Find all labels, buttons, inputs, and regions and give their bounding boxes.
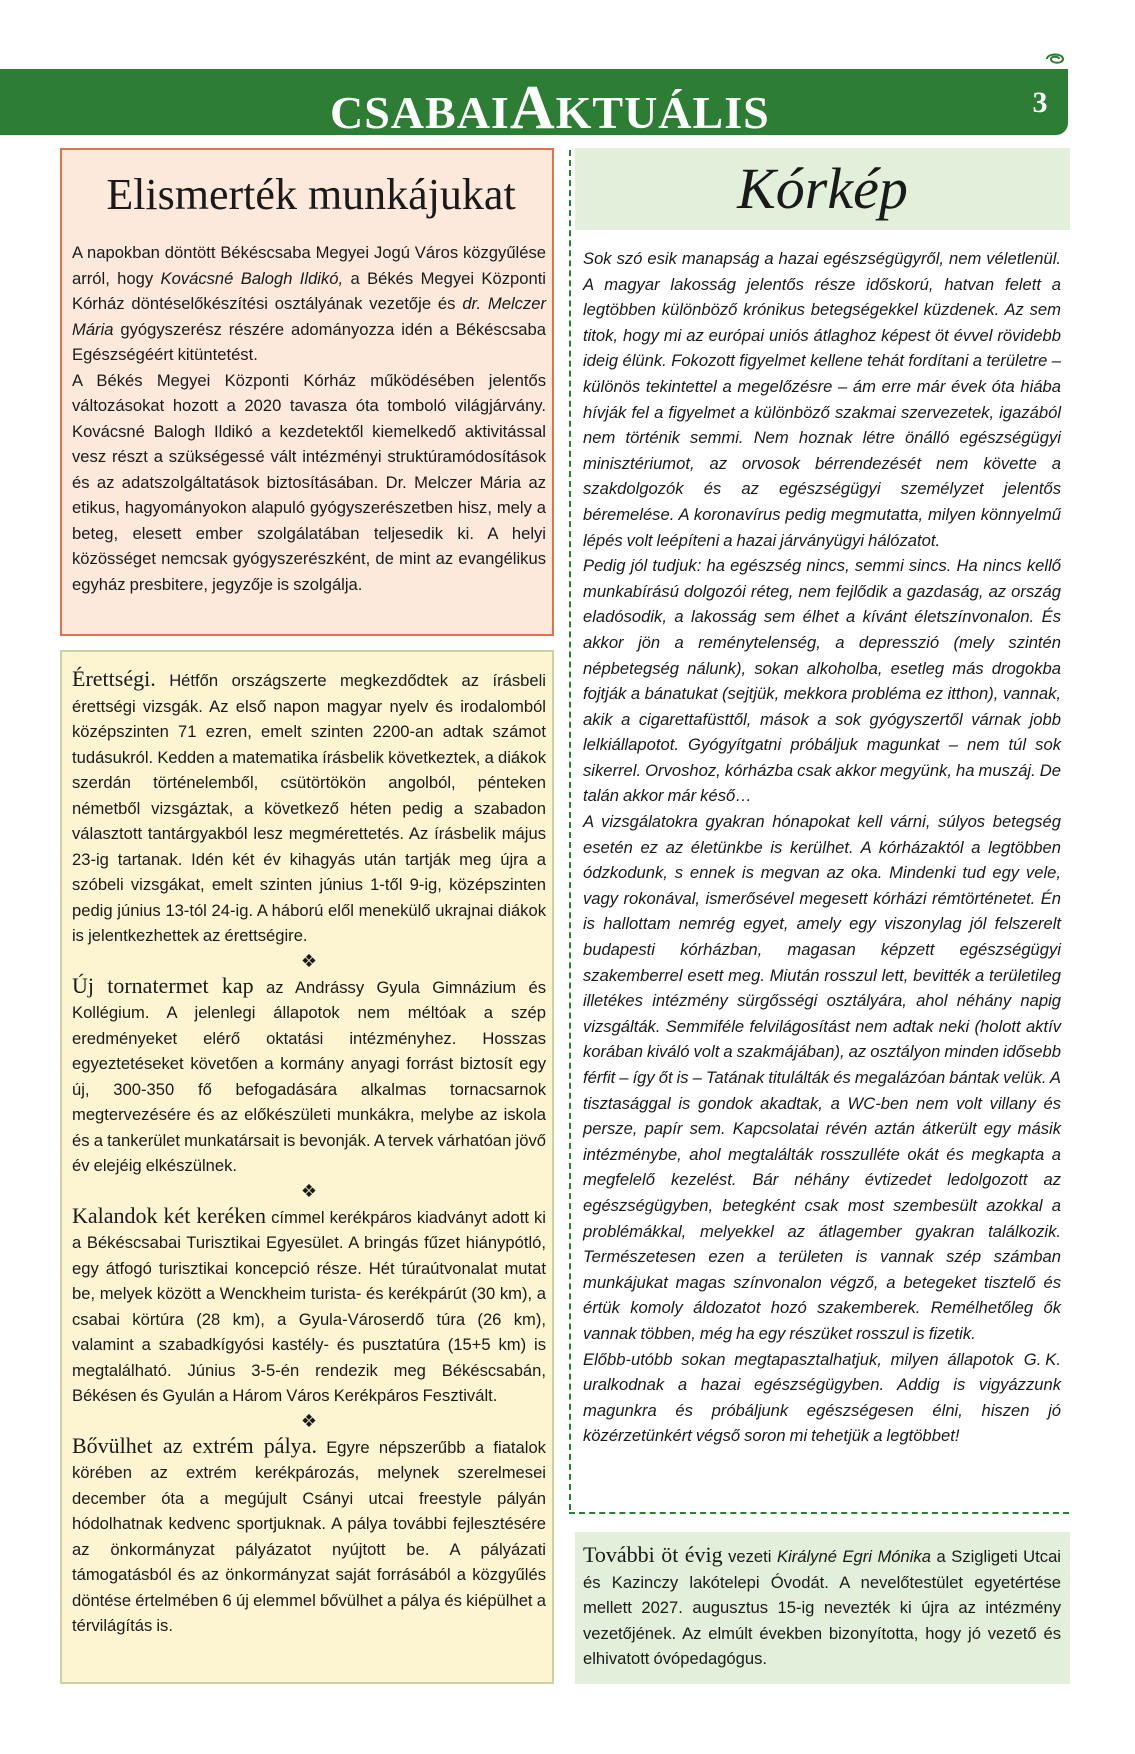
news-lead: További öt évig: [583, 1542, 723, 1567]
news-item: [72, 666, 546, 949]
person-name: Kovácsné Balogh Ildikó,: [160, 268, 344, 288]
article-body: [72, 240, 546, 597]
text-span: gyógyszerész részére adományozza idén a Békéscsaba Egészségéért kitüntetést.: [72, 319, 546, 364]
text-span: vezeti: [722, 1547, 777, 1566]
article-body: [583, 1542, 1061, 1672]
korkep-paragraph: Pedig jól tudjuk: ha egészség nincs, semmi sincs. Ha nincs kellő munkabírású dolgozói réteg, nem fejlődik a gazdaság, az ország eladósodik, a lakosság sem élhet a kívánt életszínvonalon. És akkor jön a reménytelenség, a depresszió (mely szintén népbetegség nálunk), sokan alkoholba, esetleg más drogokba fojtják a bánatukat (sejtjük, mekkora probléma ez itthon), vannak, akik a cigarettafüsttől, mások a sok gyógyszertől várnak jobb lelkiállapotot. Gyógyítgatni próbáljuk magunkat – nem túl sok sikerrel. Orvoshoz, kórházba csak akkor megyünk, ha muszáj. De talán akkor már késő…: [583, 556, 1061, 806]
korkep-signature: G. K.: [1023, 1349, 1061, 1369]
masthead-part1: CSABAI: [330, 87, 510, 138]
article-paragraph: A Békés Megyei Központi Kórház működésében jelentős változásokat hozott a 2020 tavasza óta tomboló világjárvány. Kovácsné Balogh Ildikó a kezdetektől kiemelkedő aktivitással vesz részt a szükségessé vált intézményi struktúramódosítások és az adatszolgáltatások biztosításában. Dr. Melczer Mária az etikus, hagyományokon alapuló gyógyszerészetben hisz, mely a beteg, elesett ember szolgálatában teljesedik ki. A helyi közösséget nemcsak gyógyszerészként, de mint az evangélikus egyház presbitere, jegyzője is szolgálja.: [72, 370, 546, 594]
news-lead: Kalandok két keréken: [72, 1202, 266, 1228]
person-name: dr. Melczer Mária: [72, 294, 546, 339]
news-item: [72, 1203, 546, 1409]
text-span: a Szigligeti Utcai és Kazinczy lakótelepi Óvodát. A nevelőtestület egyetértése mellett 2027. augusztus 15-ig nevezték ki újra az intézmény vezetőjének. Az elmúlt években bizonyította, hogy jó vezető és elhivatott óvópedagógus.: [583, 1547, 1061, 1669]
separator-ornament: ❖: [300, 1410, 318, 1431]
text-span: a Békés Megyei Központi Kórház döntéselőkészítési osztályának vezetője és: [72, 268, 546, 313]
news-box: [60, 650, 554, 1684]
korkep-header: [575, 148, 1070, 230]
page-number: 3: [1032, 86, 1048, 119]
news-item: [72, 973, 546, 1179]
korkep-title: Kórkép: [737, 156, 908, 221]
news-lead: Bővülhet az extrém pálya.: [72, 1432, 317, 1458]
person-name: Királyné Egri Mónika: [776, 1547, 931, 1566]
text-span: Előbb-utóbb sokan megtapasztalhatjuk, milyen állapotok uralkodnak a hazai egészségügyben. Addig is vigyázzunk magunkra és próbáljunk egészségesen élni, hiszen jó közérzetünkért végső soron mi tehetjük a legtöbbet!: [583, 1349, 1061, 1446]
article-elismertek: [60, 148, 554, 636]
news-lead: Érettségi.: [72, 666, 156, 691]
article-title: Elismerték munkájukat: [106, 170, 516, 219]
masthead-part2: A: [509, 74, 556, 142]
news-text: Hétfőn országszerte megkezdődtek az írásbeli érettségi vizsgák. Az első napon magyar nyelv és irodalomból középszinten 71 ezren, emelt szinten 2200-an adtak számot tudásukról. Kedden a matematika írásbelik következtek, a diákok szerdán történelemből, csütörtökön angolból, pénteken németből vizsgáztak, a következő héten pedig a szabadon választott tantárgyakból lesz megmérettetés. Az írásbelik május 23-ig tartanak. Idén két év kihagyás után tartják meg újra a szóbeli vizsgákat, emelt szinten június 1-től 9-ig, középszinten pedig június 13-tól 24-ig. A háború elől menekülő ukrajnai diákok is jelentkezhettek az érettségire.: [72, 671, 546, 945]
news-body: [72, 666, 546, 1639]
separator-ornament: ❖: [300, 950, 318, 971]
news-text: Egyre népszerűbb a fiatalok körében az extrém kerékpározás, melynek szerelmesei december óta a megújult Csányi utcai freestyle pályán hódolhatnak kedvenc sportjuknak. A pálya további fejlesztésére az önkormányzat pályázatot nyújtott be. A pályázati támogatásból és az önkormányzat saját forrásából a közgyűlés döntése értelmében 6 új elemmel bővülhet a pálya és kiépülhet a térvilágítás is.: [72, 1437, 546, 1635]
news-text: az Andrássy Gyula Gimnázium és Kollégium. A jelenlegi állapotok nem méltóak a szép eredményeket elérő oktatási intézményhez. Hosszas egyeztetéseket követően a kormány anyagi forrást biztosít egy új, 300-350 fő befogadására alkalmas tornacsarnok megtervezésére és az előkészületi munkákra, melybe az iskola és a tankerület munkatársait is bevonják. A tervek várhatóan jövő év elejéig elkészülnek.: [72, 977, 546, 1175]
column-divider: [569, 150, 571, 1510]
korkep-paragraph: Sok szó esik manapság a hazai egészségügyről, nem véletlenül. A magyar lakosság jelentős része időskorú, hatvan felett a legtöbben különböző krónikus betegségekkel küzdenek. Az sem titok, hogy mi az európai uniós átlaghoz képest öt évvel rövidebb ideig élünk. Fokozott figyelmet kellene tehát fordítani a területre – különös tekintettel a megelőzésre – ám erre már évek óta hiába hívják fel a figyelmet a különböző szakmai szervezetek, igazából nem történik semmi. Nem hoznak létre önálló egészségügyi minisztériumot, az orvosok bérrendezését nem követte a szakdolgozók és az egészségügyi személyzet jelentős béremelése. A koronavírus pedig megmutatta, milyen könnyelmű lépés volt leépíteni a hazai járványügyi hálózatot.: [583, 249, 1061, 550]
korkep-paragraph: A vizsgálatokra gyakran hónapokat kell várni, súlyos betegség esetén ez az életünkbe is kerülhet. A kórházaktól a legtöbben ódzkodunk, s ennek is megvan az oka. Mindenki tud egy vele, vagy rokonával, ismerősével megesett kórházi rémtörténetet. Én is hallottam nemrég egyet, amely egy viszonylag jól felszerelt budapesti kórházban, magasan képzett egészségügyi szakemberrel esett meg. Miután rosszul lett, bevitték a területileg illetékes intézmény sürgősségi osztályára, ahol néhány napig vizsgálták. Semmiféle felvilágosítást nem adtak neki (holott aktív korában kiváló volt a szakmájában), az osztályon minden idősebb férfit – így őt is – Tatának titulálták és megalázóan bántak velük. A tisztasággal is gondok akadtak, a WC-ben nem volt villany és persze, papír sem. Kapcsolatai révén aztán átkerült egy másik intézménybe, ahol megtalálták rosszullétе okát és megkapta a megfelelő kezelést. Bár néhány évtizedet ledolgozott az egészségügyben, betegként csak most szembesült azokkal a problémákkal, melyekkel az átlagember gyakran találkozik. Természetesen ezen a területen is vannak szép számban munkájukat magas színvonalon végző, a betegeket tisztelő és értük komoly áldozatot hozó szakemberek. Remélhetőleg ők vannak többen, még ha egy részüket rosszul is fizetik.: [583, 812, 1061, 1343]
article-ovoda: [575, 1532, 1070, 1684]
news-lead: Új tornatermet kap: [72, 972, 254, 998]
article-paragraph: [583, 1542, 1061, 1672]
section-divider: [569, 1512, 1069, 1514]
news-item: [72, 1433, 546, 1639]
korkep-body: [583, 246, 1061, 1449]
news-text: címmel kerékpáros kiadványt adott ki a Békéscsabai Turisztikai Egyesület. A bringás fűzet hiánypótló, egy átfogó turisztikai koncepció része. Hét túraútvonalat mutat be, melyek között a Wenckheim turista- és kerékpárút (30 km), a csabai körtúra (28 km), a Gyula-Városerdő túra (26 km), valamint a szabadkígyósi kastély- és pusztatúra (15+5 km) is megtalálható. Június 3-5-én rendezik meg Békéscsabán, Békésen és Gyulán a Három Város Kerékpáros Fesztivált.: [72, 1207, 546, 1405]
text-span: A napokban döntött Békéscsaba Megyei Jogú Város közgyűlése arról, hogy: [72, 243, 546, 288]
masthead: [330, 74, 830, 142]
separator-ornament: ❖: [300, 1180, 318, 1201]
masthead-part3: KTUÁLIS: [555, 87, 770, 138]
swirl-icon: [1044, 50, 1066, 68]
korkep-paragraph: [583, 1347, 1061, 1449]
article-paragraph: [72, 240, 546, 368]
